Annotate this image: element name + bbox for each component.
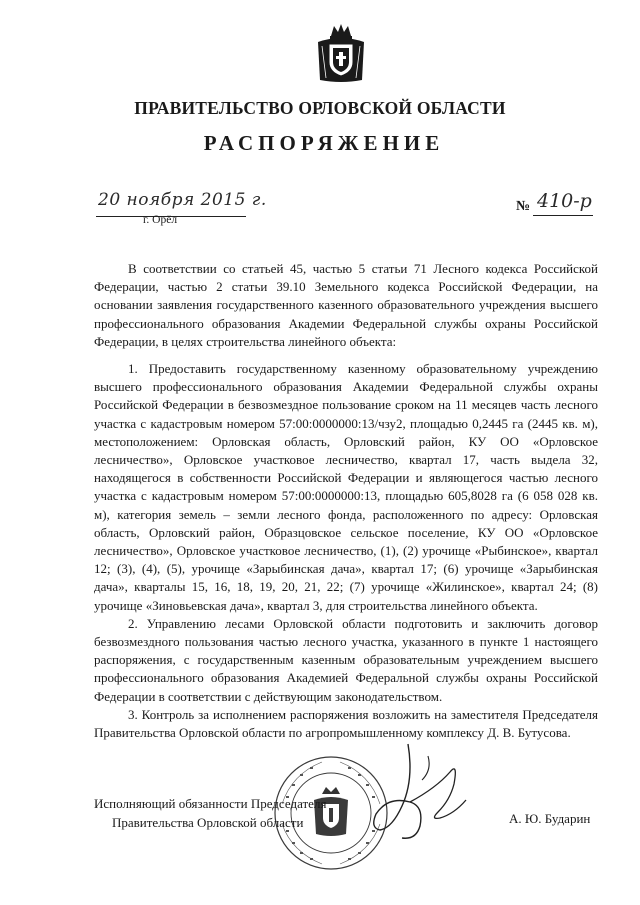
- coat-of-arms-icon: [314, 22, 368, 84]
- item-3-paragraph: 3. Контроль за исполнением распоряжения возложить на заместителя Председателя Правительства Орловской области по агропромышленному комплексу Д. В. Бутусова.: [94, 706, 598, 741]
- item-1-paragraph: 1. Предоставить государственному казенному образовательному учреждению высшего профессионального образования Академии Федеральной службы охраны Российской Федерации в безвозмездное пользование сроком на 11 месяцев часть лесного участка с кадастровым номером 57:00:0000000:13/чзу2, площадью 0,2445 га (2445 кв. м), местоположением: Орловская область, Орловский район, КУ ОО «Орловское лесничество», Орловское участковое лесничество, квартал 17, часть выдела 32, находящегося в собственности Российской Федерации и являющегося частью лесного участка с кадастровым номером 57:00:0000000:13, площадью 605,8028 га (6 058 028 кв. м), категория земель – земли лесного фонда, расположенного по адресу: Орловская область, Орловский район, Образцовское сельское поселение, КУ ОО «Орловское лесничество», Орловское участковое лесничество, (1), (2) урочище «Рыбинское», квартал 12; (3), (4), (5), урочище «Зарыбинская дача», квартал 17; (6) урочище «Зарыбинская дача», кварталы 15, 16, 18, 19, 20, 21, 22; (7) урочище «Жилинское», квартал 24; (8) урочище «Зиновьевская дача», квартал 3, для строительства линейного объекта.: [94, 361, 598, 613]
- signer-name: А. Ю. Бударин: [509, 811, 591, 826]
- signer-position-line-2: Правительства Орловской области: [112, 815, 304, 830]
- government-name: ПРАВИТЕЛЬСТВО ОРЛОВСКОЙ ОБЛАСТИ: [134, 98, 506, 118]
- signature-mark: [362, 740, 472, 850]
- document-body: [94, 260, 598, 742]
- number-underline: [533, 215, 593, 216]
- document-city: г. Орёл: [143, 214, 178, 226]
- document-date: 20 ноября 2015 г.: [98, 190, 267, 210]
- document-type: РАСПОРЯЖЕНИЕ: [203, 131, 445, 155]
- item-2-paragraph: 2. Управлению лесами Орловской области подготовить и заключить договор безвозмездного пользования частью лесного участка, указанного в пункте 1 настоящего распоряжения, с государственным казенным образовательным учреждением высшего профессионального образования Академией Федеральной службы охраны Российской Федерации в соответствии с действующим законодательством.: [94, 615, 598, 704]
- signer-position: [94, 794, 326, 832]
- signer-position-line-1: Исполняющий обязанности Председателя: [94, 796, 327, 811]
- number-label: №: [516, 199, 531, 214]
- preamble-paragraph: В соответствии со статьей 45, частью 5 статьи 71 Лесного кодекса Российской Федерации, частью 2 статьи 39.10 Земельного кодекса Российской Федерации, на основании заявления государственного казенного образовательного учреждения высшего профессионального образования Академии Федеральной службы охраны Российской Федерации, в целях строительства линейного объекта:: [94, 261, 598, 349]
- document-number: 410-р: [537, 190, 592, 212]
